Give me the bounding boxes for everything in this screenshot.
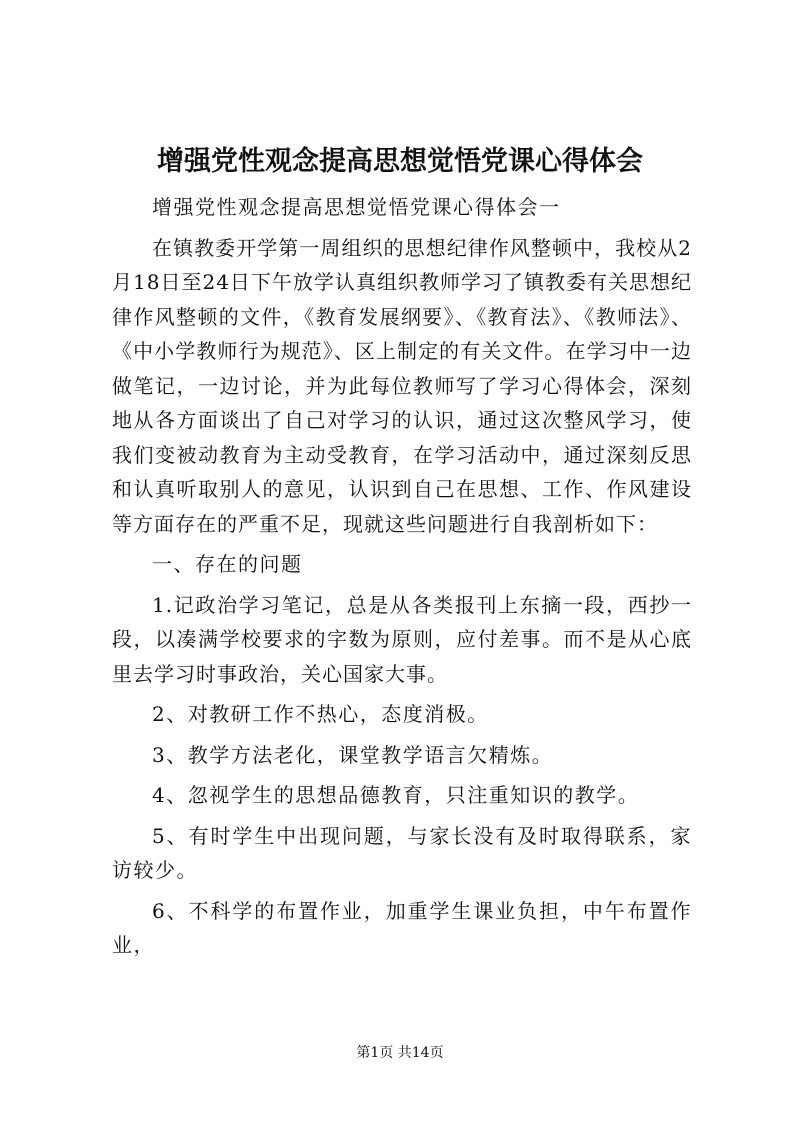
problem-item-3: 3、教学方法老化，课堂教学语言欠精炼。 [152,742,554,767]
problem-item-6: 6、不科学的布置作业，加重学生课业负担，中午布置作业， [112,898,692,957]
problem-item-5: 5、有时学生中出现问题，与家长没有及时取得联系，家访较少。 [112,823,692,882]
section-heading: 一、存在的问题 [152,552,303,576]
problem-item-4: 4、忽视学生的思想品德教育，只注重知识的教学。 [152,783,640,807]
problem-item-2: 2、对教研工作不热心，态度消极。 [152,702,489,726]
intro-paragraph: 在镇教委开学第一周组织的思想纪律作风整顿中，我校从2月18日至24日下午放学认真组织教师学习了镇教委有关思想纪律作风整顿的文件，《教育发展纲要》、《教育法》、《教师法》、《中小学教师行为规范》、区上制定的有关文件。在学习中一边做笔记，一边讨论，并为此每位教师写了学习心得体会，深刻地从各方面谈出了自己对学习的认识，通过这次整风学习，使我们变被动教育为主动受教育，在学习活动中，通过深刻反思和认真听取别人的意见，认识到自己在思想、工作、作风建设等方面存在的严重不足，现就这些问题进行自我剖析如下： [112,235,692,536]
document-body [112,190,692,969]
subtitle-paragraph: 增强党性观念提高思想觉悟党课心得体会一 [152,195,561,219]
problem-item-1: 1.记政治学习笔记，总是从各类报刊上东摘一段，西抄一段，以凑满学校要求的字数为原则，应付差事。而不是从心底里去学习时事政治，关心国家大事。 [112,592,692,686]
page-footer: 第1页 共14页 [356,1045,444,1061]
document-title: 增强党性观念提高思想觉悟党课心得体会 [157,146,643,177]
